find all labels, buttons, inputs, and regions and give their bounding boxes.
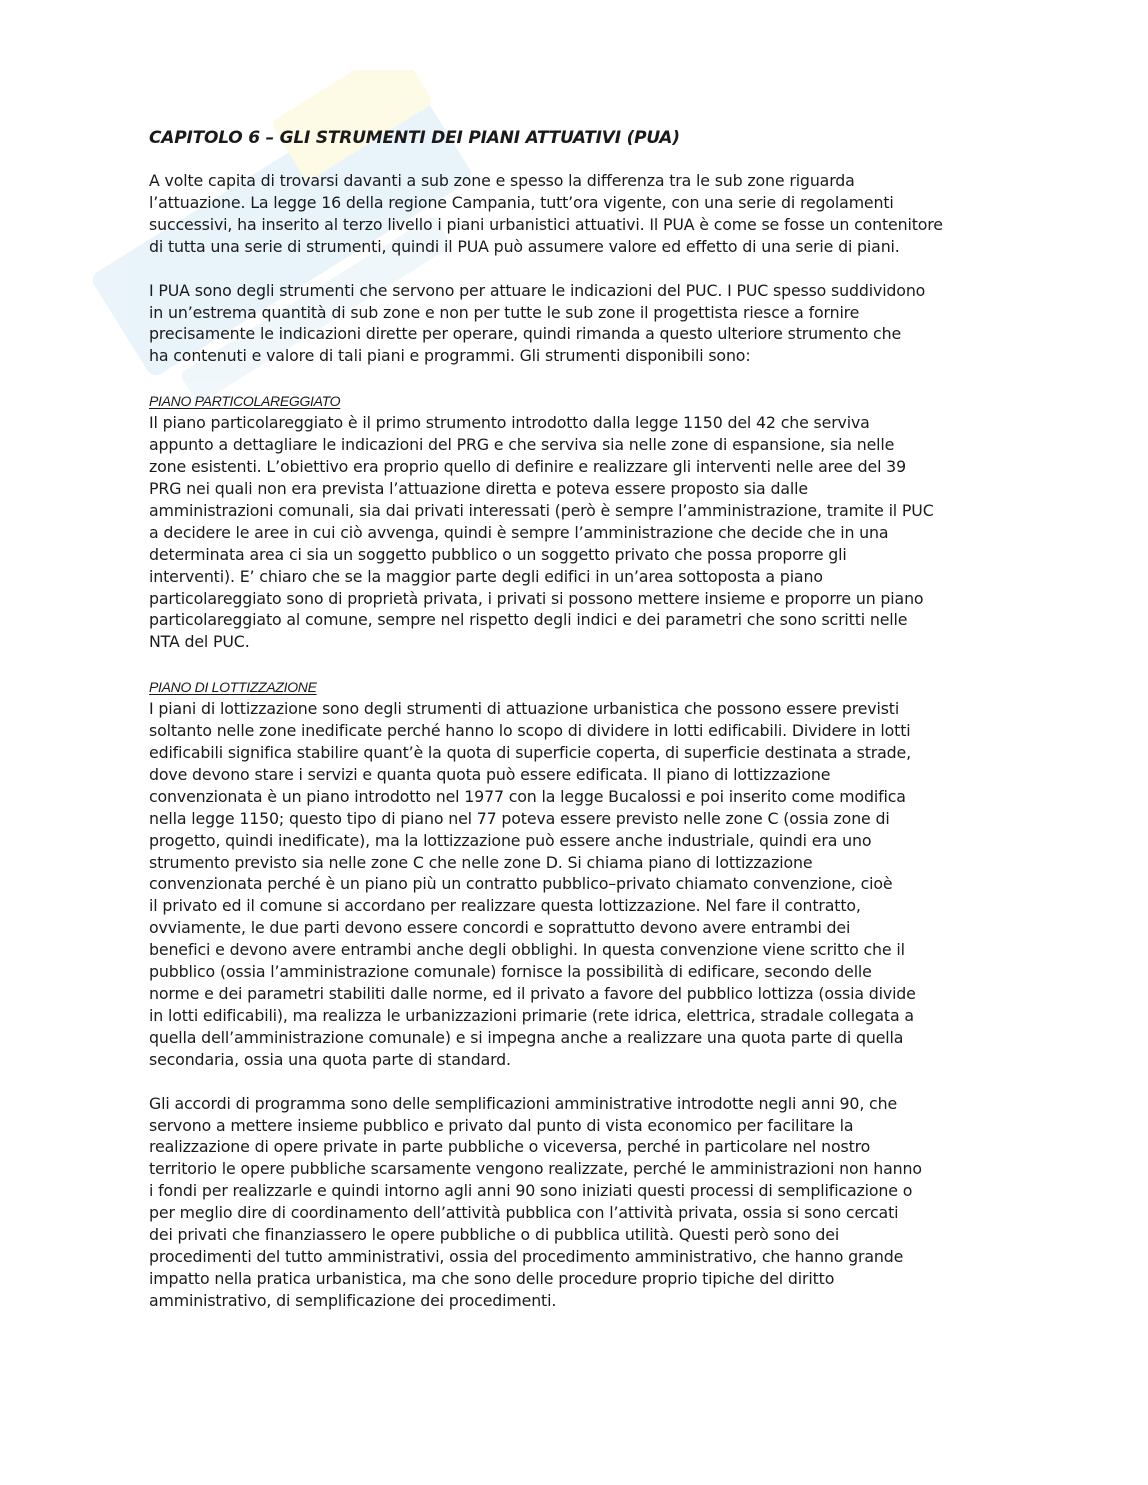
text-line: A volte capita di trovarsi davanti a sub zone e spesso la differenza tra le sub zone riguarda — [149, 171, 855, 190]
text-line: edificabili significa stabilire quant’è la quota di superficie coperta, di superficie destinata a strade, — [149, 743, 911, 763]
text-line: dove devono stare i servizi e quanta quota può essere edificata. Il piano di lottizzazione — [149, 764, 831, 784]
text-line: ovviamente, le due parti devono essere concordi e soprattutto devono avere entrambi dei — [149, 918, 851, 938]
document-body — [149, 170, 1001, 1312]
text-line: secondaria, ossia una quota parte di standard. — [149, 1049, 511, 1069]
text-line: particolareggiato sono di proprietà privata, i privati si possono mettere insieme e proporre un piano — [149, 588, 924, 608]
text-line: a decidere le aree in cui ciò avvenga, quindi è sempre l’amministrazione che decide che in una — [149, 522, 889, 542]
text-line: Gli accordi di programma sono delle semplificazioni amministrative introdotte negli anni 90, che — [149, 1093, 898, 1113]
text-line: territorio le opere pubbliche scarsamente vengono realizzate, perché le amministrazioni non hanno — [149, 1159, 922, 1179]
text-line: l’attuazione. La legge 16 della regione Campania, tutt’ora vigente, con una serie di regolamenti — [149, 192, 894, 212]
text-line: procedimenti del tutto amministrativi, ossia del procedimento amministrativo, che hanno grande — [149, 1246, 904, 1266]
text-line: precisamente le indicazioni dirette per operare, quindi rimanda a questo ulteriore strumento che — [149, 324, 902, 344]
text-line: per meglio dire di coordinamento dell’attività pubblica con l’attività privata, ossia si sono cercati — [149, 1203, 899, 1223]
text-line: NTA del PUC. — [149, 632, 250, 652]
text-line: progetto, quindi inedificate), ma la lottizzazione può essere anche industriale, quindi era uno — [149, 830, 872, 850]
text-line: dei privati che finanziassero le opere pubbliche o di pubblica utilità. Questi però sono dei — [149, 1225, 840, 1245]
text-line: appunto a dettagliare le indicazioni del PRG e che serviva sia nelle zone di espansione, sia nelle — [149, 435, 895, 455]
paragraph-gap — [149, 1071, 1001, 1093]
text-line: convenzionata perché è un piano più un contratto pubblico–privato chiamato convenzione, cioè — [149, 874, 893, 894]
pua-paragraph — [149, 280, 1001, 368]
paragraph-gap — [149, 653, 1001, 675]
text-line: servono a mettere insieme pubblico e privato dal punto di vista economico per facilitare la — [149, 1115, 854, 1135]
text-line: interventi). E’ chiaro che se la maggior parte degli edifici in un’area sottoposta a piano — [149, 566, 823, 586]
text-line: PRG nei quali non era prevista l’attuazione diretta e poteva essere proposto sia dalle — [149, 478, 808, 498]
paragraph-gap — [149, 367, 1001, 389]
text-line: in un’estrema quantità di sub zone e non per tutte le sub zone il progettista riesce a fornire — [149, 302, 860, 322]
section-particolareggiato — [149, 390, 1001, 653]
text-line: benefici e devono avere entrambi anche degli obblighi. In questa convenzione viene scritto che il — [149, 940, 905, 960]
text-line: amministrativo, di semplificazione dei procedimenti. — [149, 1290, 557, 1310]
text-line: in lotti edificabili), ma realizza le urbanizzazioni primarie (rete idrica, elettrica, stradale collegata a — [149, 1005, 914, 1025]
text-line: impatto nella pratica urbanistica, ma che sono delle procedure proprio tipiche del diritto — [149, 1268, 835, 1288]
text-line: zone esistenti. L’obiettivo era proprio quello di definire e realizzare gli interventi nelle aree del 39 — [149, 457, 906, 477]
text-line: soltanto nelle zone inedificate perché hanno lo scopo di dividere in lotti edificabili. Dividere in lotti — [149, 721, 911, 741]
text-line: I PUA sono degli strumenti che servono per attuare le indicazioni del PUC. I PUC spesso suddividono — [149, 280, 926, 300]
text-line: norme e dei parametri stabiliti dalle norme, ed il privato a favore del pubblico lottizza (ossia divide — [149, 984, 916, 1003]
text-line: Il piano particolareggiato è il primo strumento introdotto dalla legge 1150 del 42 che serviva — [149, 413, 870, 433]
paragraph-gap — [149, 258, 1001, 280]
intro-paragraph — [149, 170, 1001, 258]
chapter-title: CAPITOLO 6 – GLI STRUMENTI DEI PIANI ATTUATIVI (PUA) — [149, 128, 680, 148]
accordi-paragraph — [149, 1093, 1001, 1312]
text-line: pubblico (ossia l’amministrazione comunale) fornisce la possibilità di edificare, secondo delle — [149, 962, 872, 982]
text-line: amministrazioni comunali, sia dai privati interessati (però è sempre l’amministrazione, tramite il PUC — [149, 500, 934, 520]
text-line: I piani di lottizzazione sono degli strumenti di attuazione urbanistica che possono essere previsti — [149, 699, 900, 719]
text-line: convenzionata è un piano introdotto nel 1977 con la legge Bucalossi e poi inserito come modifica — [149, 786, 906, 806]
text-line: determinata area ci sia un soggetto pubblico o un soggetto privato che possa proporre gli — [149, 544, 847, 564]
document-page — [149, 127, 1001, 1312]
text-line: nella legge 1150; questo tipo di piano nel 77 poteva essere previsto nelle zone C (ossia zone di — [149, 808, 890, 828]
text-line: quella dell’amministrazione comunale) e si impegna anche a realizzare una quota parte di quella — [149, 1027, 904, 1047]
text-line: di tutta una serie di strumenti, quindi il PUA può assumere valore ed effetto di una serie di piani. — [149, 236, 900, 256]
text-line: realizzazione di opere private in parte pubbliche o viceversa, perché in particolare nel nostro — [149, 1137, 871, 1157]
section-lottizzazione — [149, 676, 1001, 1070]
text-line: il privato ed il comune si accordano per realizzare questa lottizzazione. Nel fare il contratto, — [149, 896, 861, 916]
text-line: strumento previsto sia nelle zone C che nelle zone D. Si chiama piano di lottizzazione — [149, 852, 813, 872]
text-line: i fondi per realizzarle e quindi intorno agli anni 90 sono iniziati questi processi di semplificazione o — [149, 1181, 913, 1201]
text-line: successivi, ha inserito al terzo livello i piani urbanistici attuativi. Il PUA è come se fosse un contenitore — [149, 214, 943, 234]
section-heading: PIANO PARTICOLAREGGIATO — [149, 393, 341, 410]
text-line: ha contenuti e valore di tali piani e programmi. Gli strumenti disponibili sono: — [149, 346, 751, 366]
text-line: particolareggiato al comune, sempre nel rispetto degli indici e dei parametri che sono scritti nelle — [149, 610, 908, 630]
section-heading: PIANO DI LOTTIZZAZIONE — [149, 679, 317, 696]
